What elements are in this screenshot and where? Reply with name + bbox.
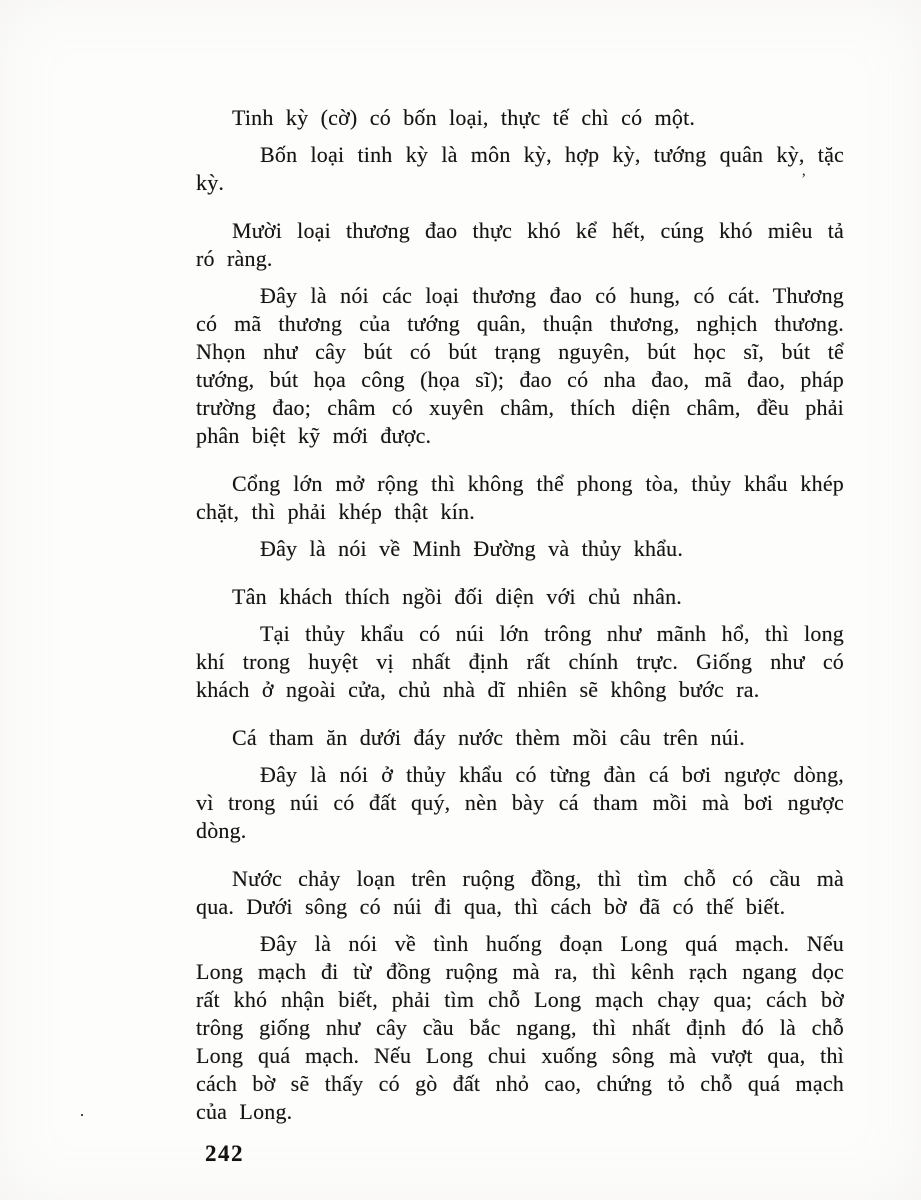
paragraph: Tinh kỳ (cờ) có bốn loại, thực tế chì có một.	[232, 105, 696, 130]
paragraph: Đây là nói các loại thương đao có hung, có cát. Thương có mã thương của tướng quân, thuận thương, nghịch thương. Nhọn như cây bút có bút trạng nguyên, bút học sĩ, bút tể tướng, bút họa công (họa sĩ); đao có nha đao, mã đao, pháp trường đao; châm có xuyên châm, thích diện châm, đều phải phân biệt kỹ mới được.	[196, 283, 844, 448]
scan-artifact-tick: ’	[801, 171, 807, 188]
page-number: 242	[205, 1141, 244, 1166]
paragraph: Đây là nói về tình huống đoạn Long quá mạch. Nếu Long mạch đi từ đồng ruộng mà ra, thì kênh rạch ngang dọc rất khó nhận biết, phải tìm chỗ Long mạch chạy qua; cách bờ trông giống như cây cầu bắc ngang, thì nhất định đó là chỗ Long quá mạch. Nếu Long chui xuống sông mà vượt qua, thì cách bờ sẽ thấy có gò đất nhỏ cao, chứng tỏ chỗ quá mạch của Long.	[196, 931, 844, 1124]
page-body	[196, 104, 844, 1126]
paragraph: Cổng lớn mở rộng thì không thể phong tòa, thủy khẩu khép chặt, thì phải khép thật kín.	[196, 471, 844, 524]
paragraph: Cá tham ăn dưới đáy nước thèm mồi câu trên núi.	[232, 725, 745, 750]
paragraph: Đây là nói ở thủy khẩu có từng đàn cá bơi ngược dòng, vì trong núi có đất quý, nèn bày cá tham mồi mà bơi ngược dòng.	[196, 762, 844, 843]
paragraph: Nước chảy loạn trên ruộng đồng, thì tìm chỗ có cầu mà qua. Dưới sông có núi đi qua, thì cách bờ đã có thế biết.	[196, 866, 844, 919]
paragraph: Đây là nói về Minh Đường và thủy khẩu.	[260, 536, 684, 561]
paragraph: Mười loại thương đao thực khó kể hết, cúng khó miêu tả ró ràng.	[196, 218, 844, 271]
paragraph: Bốn loại tinh kỳ là môn kỳ, hợp kỳ, tướng quân kỳ, tặc kỳ.	[196, 142, 844, 195]
paragraph: Tân khách thích ngồi đối diện với chủ nhân.	[232, 584, 682, 609]
scan-artifact-speck: ·	[79, 1105, 85, 1125]
paragraph: Tại thủy khẩu có núi lớn trông như mãnh hổ, thì long khí trong huyệt vị nhất định rất chính trực. Giống như có khách ở ngoài cửa, chủ nhà dĩ nhiên sẽ không bước ra.	[196, 621, 844, 702]
